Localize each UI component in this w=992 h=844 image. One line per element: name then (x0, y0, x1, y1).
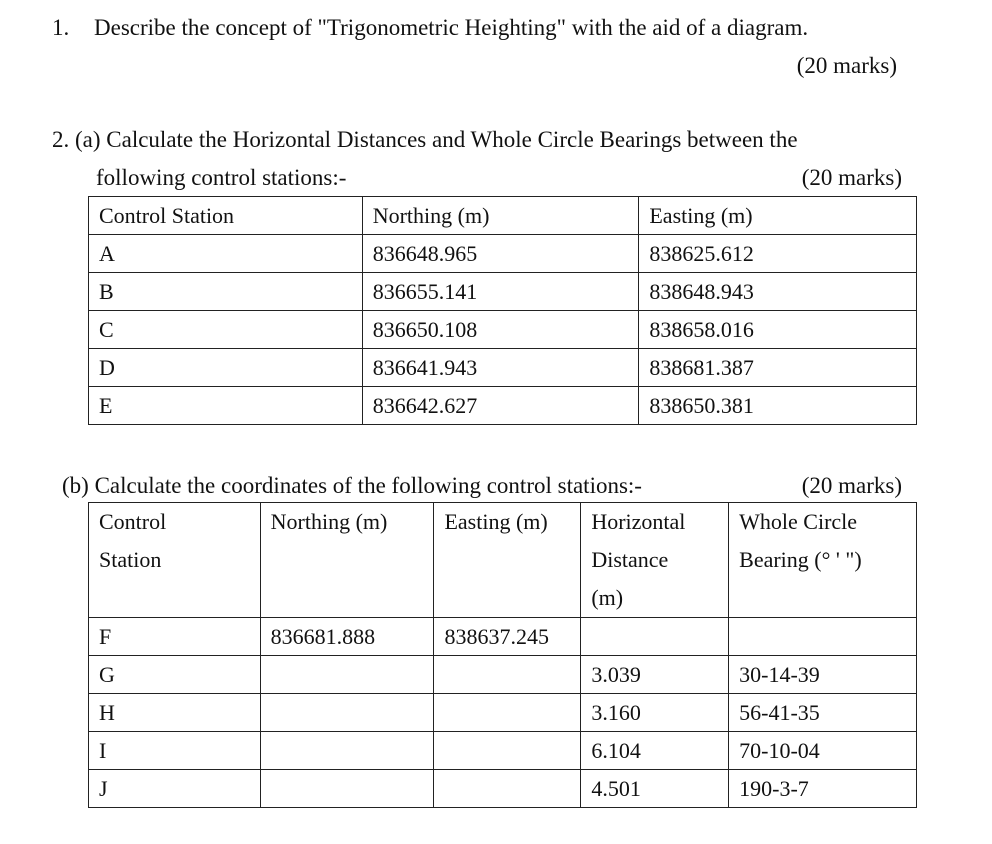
header-line: Control (99, 509, 167, 534)
table-row (89, 273, 917, 311)
table-row (89, 618, 917, 656)
northing-cell (260, 770, 434, 808)
table-header-row (89, 197, 917, 235)
q1-number: 1. (52, 15, 70, 40)
station-cell: H (89, 694, 261, 732)
easting-cell (434, 770, 581, 808)
station-cell: G (89, 656, 261, 694)
easting-cell (434, 656, 581, 694)
station-cell: E (89, 387, 363, 425)
header-cell-northing: Northing (m) (260, 503, 434, 618)
distance-cell: 6.104 (581, 732, 729, 770)
header-line: Bearing (° ' ") (739, 547, 862, 572)
bearing-cell: 70-10-04 (729, 732, 917, 770)
header-line: (m) (591, 585, 624, 610)
header-cell: Northing (m) (362, 197, 639, 235)
header-cell-bearing (729, 503, 917, 618)
easting-cell: 838637.245 (434, 618, 581, 656)
header-line: Horizontal (591, 509, 686, 534)
q2b-marks: (20 marks) (801, 473, 902, 498)
q2b-line1: (b) Calculate the coordinates of the following control stations:- (62, 473, 642, 498)
northing-cell: 836642.627 (362, 387, 639, 425)
distance-cell (581, 618, 729, 656)
bearing-cell: 56-41-35 (729, 694, 917, 732)
easting-cell (434, 732, 581, 770)
bearing-cell (729, 618, 917, 656)
northing-cell (260, 656, 434, 694)
station-cell: D (89, 349, 363, 387)
distance-cell: 4.501 (581, 770, 729, 808)
table-row (89, 311, 917, 349)
northing-cell: 836648.965 (362, 235, 639, 273)
header-cell-easting: Easting (m) (434, 503, 581, 618)
station-cell: I (89, 732, 261, 770)
q1-text: Describe the concept of "Trigonometric Heighting" with the aid of a diagram. (94, 15, 809, 40)
control-stations-table (88, 196, 917, 425)
station-cell: C (89, 311, 363, 349)
header-cell: Easting (m) (639, 197, 917, 235)
station-cell: F (89, 618, 261, 656)
header-cell-station (89, 503, 261, 618)
easting-cell: 838650.381 (639, 387, 917, 425)
q1-marks: (20 marks) (796, 53, 897, 78)
northing-cell: 836655.141 (362, 273, 639, 311)
bearing-cell: 190-3-7 (729, 770, 917, 808)
header-line: Distance (591, 547, 669, 572)
distance-cell: 3.039 (581, 656, 729, 694)
northing-cell (260, 694, 434, 732)
easting-cell: 838681.387 (639, 349, 917, 387)
northing-cell: 836681.888 (260, 618, 434, 656)
station-cell: B (89, 273, 363, 311)
table-row (89, 770, 917, 808)
table-row (89, 732, 917, 770)
table-row (89, 694, 917, 732)
header-cell-distance (581, 503, 729, 618)
easting-cell: 838625.612 (639, 235, 917, 273)
bearing-cell: 30-14-39 (729, 656, 917, 694)
table-row (89, 656, 917, 694)
q2a-marks: (20 marks) (801, 165, 902, 190)
table-row (89, 387, 917, 425)
station-cell: J (89, 770, 261, 808)
q2a-line1: 2. (a) Calculate the Horizontal Distances and Whole Circle Bearings between the (52, 127, 798, 152)
header-cell: Control Station (89, 197, 363, 235)
header-line: Station (99, 547, 162, 572)
coordinates-table (88, 502, 917, 808)
table-row (89, 235, 917, 273)
q2a-line2: following control stations:- (96, 165, 347, 190)
easting-cell: 838658.016 (639, 311, 917, 349)
northing-cell: 836641.943 (362, 349, 639, 387)
easting-cell: 838648.943 (639, 273, 917, 311)
table-row (89, 349, 917, 387)
header-line: Whole Circle (739, 509, 858, 534)
station-cell: A (89, 235, 363, 273)
northing-cell (260, 732, 434, 770)
easting-cell (434, 694, 581, 732)
table-header-row (89, 503, 917, 618)
distance-cell: 3.160 (581, 694, 729, 732)
northing-cell: 836650.108 (362, 311, 639, 349)
